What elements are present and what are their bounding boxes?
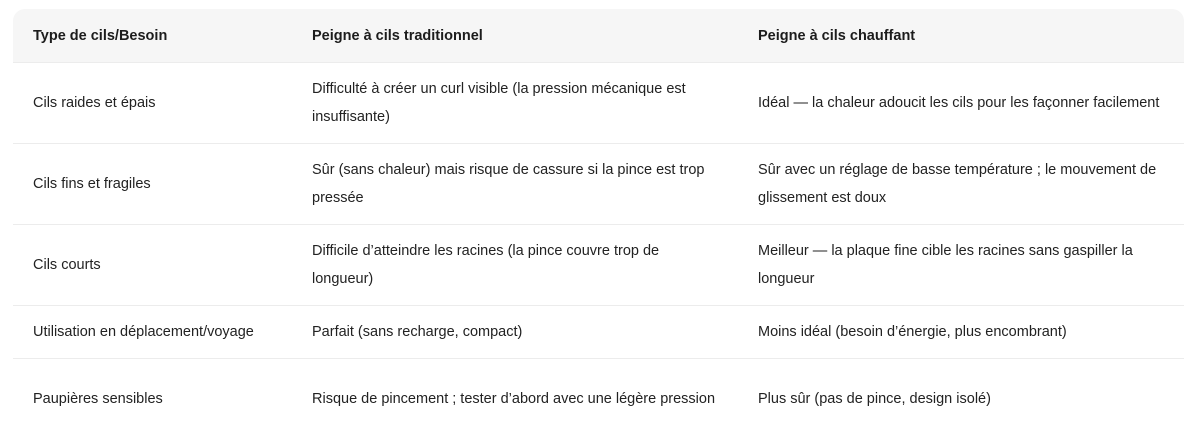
cell-type: Paupières sensibles	[33, 391, 163, 407]
cell-traditionnel: Risque de pincement ; tester d’abord avec une légère pression	[312, 391, 716, 407]
cell-traditionnel: Difficulté à créer un curl visible (la pression mécanique est insuffisante)	[312, 81, 686, 125]
table-row	[13, 306, 1184, 359]
cell-chauffant: Sûr avec un réglage de basse température ; le mouvement de glissement est doux	[758, 162, 1157, 206]
cell-type: Cils fins et fragiles	[33, 176, 151, 192]
cell-type: Cils courts	[33, 257, 101, 273]
header-peigne-traditionnel: Peigne à cils traditionnel	[312, 27, 483, 44]
header-type-besoin: Type de cils/Besoin	[33, 27, 168, 44]
table-row	[13, 144, 1184, 225]
table-row	[13, 225, 1184, 306]
cell-traditionnel: Sûr (sans chaleur) mais risque de cassure si la pince est trop pressée	[312, 162, 705, 206]
cell-chauffant: Idéal — la chaleur adoucit les cils pour les façonner facilement	[758, 95, 1160, 111]
table-row	[13, 359, 1184, 440]
cell-traditionnel: Parfait (sans recharge, compact)	[312, 324, 523, 340]
comparison-table	[13, 9, 1184, 439]
cell-traditionnel: Difficile d’atteindre les racines (la pince couvre trop de longueur)	[312, 243, 660, 287]
cell-chauffant: Meilleur — la plaque fine cible les racines sans gaspiller la longueur	[758, 243, 1133, 287]
header-peigne-chauffant: Peigne à cils chauffant	[758, 27, 916, 44]
cell-type: Utilisation en déplacement/voyage	[33, 324, 254, 340]
cell-chauffant: Moins idéal (besoin d’énergie, plus encombrant)	[758, 324, 1067, 340]
cell-chauffant: Plus sûr (pas de pince, design isolé)	[758, 391, 991, 407]
comparison-table-container	[13, 9, 1184, 439]
cell-type: Cils raides et épais	[33, 95, 156, 111]
table-row	[13, 63, 1184, 144]
table-header-row	[13, 9, 1184, 63]
